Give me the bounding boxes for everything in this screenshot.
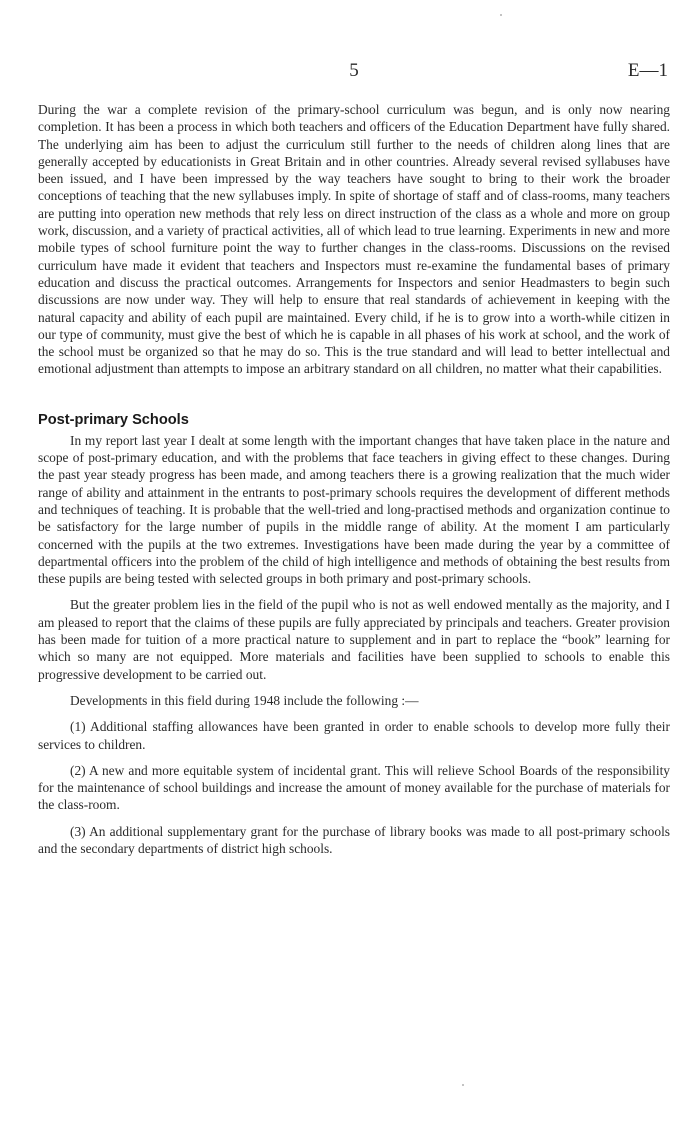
section-paragraph-1: In my report last year I dealt at some length with the important changes that have taken place in the nature and scope of post-primary education, and with the problems that face teachers in giving effect to these changes. During the past year steady progress has been made, and among teachers there is a growing realization that the much wider range of ability and attainment in the entrants to post-primary schools requires the development of different methods and techniques of teaching. It is probable that the well-tried and long-practised methods and organization continue to be satisfactory for the large number of pupils in the middle range of ability. At the moment I am particularly concerned with the pupils at the two extremes. Investigations have been made during the year by a committee of departmental officers into the problem of the child of high intelligence and methods of obtaining the best results from these pupils are being tested with selected groups in both primary and post-primary schools.	[38, 432, 670, 587]
list-item-3: (3) An additional supplementary grant for the purchase of library books was made to all post-primary schools and the secondary departments of district high schools.	[38, 823, 670, 856]
list-item-2: (2) A new and more equitable system of incidental grant. This will relieve School Boards of the responsibility for the maintenance of school buildings and increase the amount of money available for the purchase of materials for the class-room.	[38, 762, 670, 813]
page-reference: E—1	[627, 60, 668, 81]
section-paragraph-3: Developments in this field during 1948 include the following :—	[70, 692, 419, 708]
intro-paragraph: During the war a complete revision of the primary-school curriculum was begun, and is only now nearing completion. It has been a process in which both teachers and officers of the Education Department have fully shared. The underlying aim has been to adjust the curriculum still further to the needs of children along lines that are generally accepted by educationists in Great Britain and in other countries. Already several revised syllabuses have been issued, and I have been impressed by the way teachers have sought to bring to their work the broader conceptions of teaching that the new syllabuses imply. In spite of shortage of staff and of class-rooms, many teachers are putting into operation new methods that rely less on direct instruction of the class as a whole and more on group work, discussion, and a variety of practical activities, all of which lead to true learning. Experiments in new and more mobile types of school furniture point the way to further changes in the class-rooms. Discussions on the revised curriculum have made it evident that teachers and Inspectors must re-examine the fundamental bases of primary education and discuss the practical outcomes. Arrangements for Inspectors and senior Headmasters to begin such discussions are now under way. They will help to ensure that real standards of achievement in keeping with the natural capacity and ability of each pupil are maintained. Every child, if he is to grow into a worth-while citizen in our type of community, must give the best of which he is capable in all phases of his work at school, and the work of the school must be organized so that he may do so. This is the true standard and will lead to better intellectual and emotional adjustment than attempts to impose an arbitrary standard on all children, no matter what their capabilities.	[38, 102, 670, 377]
page-header	[38, 60, 670, 84]
list-item-1: (1) Additional staffing allowances have been granted in order to enable schools to develop more fully their services to children.	[38, 719, 670, 752]
page-number: 5	[349, 60, 359, 81]
section-gap	[38, 378, 670, 411]
section-heading: Post-primary Schools	[38, 411, 189, 428]
body-text	[38, 101, 670, 857]
section-paragraph-2: But the greater problem lies in the field of the pupil who is not as well endowed mentally as the majority, and I am pleased to report that the claims of these pupils are fully appreciated by principals and teachers. Greater provision has been made for tuition of a more practical nature to supplement and in part to replace the “book” learning for which so many are not equipped. More materials and facilities have been supplied to schools to enable this progressive development to be carried out.	[38, 597, 670, 682]
document-page	[38, 0, 670, 1124]
